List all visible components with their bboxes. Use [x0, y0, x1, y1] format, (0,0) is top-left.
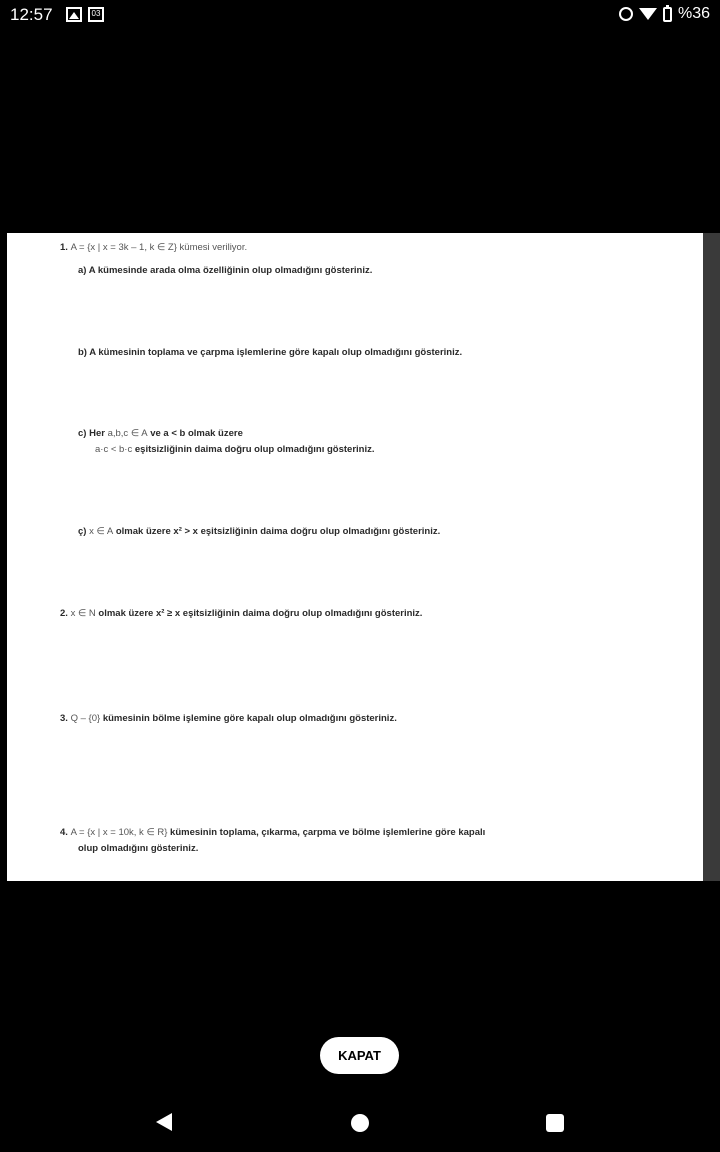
calendar-notification-icon: 03 [88, 7, 104, 22]
question-1c-line2: a·c < b·c eşitsizliğinin daima doğru olup olmadığını gösteriniz. [95, 444, 375, 455]
question-2: 2. x ∈ N olmak üzere x² ≥ x eşitsizliğinin daima doğru olup olmadığını gösteriniz. [60, 608, 423, 619]
document-image[interactable] [7, 233, 703, 881]
question-4: 4. A = {x | x = 10k, k ∈ R} kümesinin toplama, çıkarma, çarpma ve bölme işlemlerine göre kapalı [60, 827, 486, 838]
question-1b: b) A kümesinin toplama ve çarpma işlemlerine göre kapalı olup olmadığını gösteriniz. [78, 347, 463, 358]
status-bar [0, 0, 720, 30]
recent-apps-icon[interactable] [546, 1114, 564, 1132]
question-3: 3. Q – {0} kümesinin bölme işlemine göre kapalı olup olmadığını gösteriniz. [60, 713, 397, 724]
close-button[interactable]: KAPAT [320, 1037, 399, 1074]
question-1: 1. A = {x | x = 3k – 1, k ∈ Z} kümesi veriliyor. [60, 242, 248, 253]
question-4-line2: olup olmadığını gösteriniz. [78, 843, 199, 854]
question-1c: c) Her a,b,c ∈ A ve a < b olmak üzere [78, 428, 243, 439]
question-1a: a) A kümesinde arada olma özelliğinin olup olmadığını gösteriniz. [78, 265, 373, 276]
home-icon[interactable] [351, 1114, 369, 1132]
document-page-edge [703, 233, 720, 881]
wifi-icon [639, 8, 657, 20]
navigation-bar [0, 1095, 720, 1152]
battery-icon [663, 7, 672, 22]
alarm-icon [619, 7, 633, 21]
battery-percent: %36 [677, 5, 710, 22]
question-1cc: ç) x ∈ A olmak üzere x² > x eşitsizliğinin daima doğru olup olmadığını gösteriniz. [78, 526, 441, 537]
gallery-notification-icon [66, 7, 82, 22]
back-icon[interactable] [156, 1113, 172, 1131]
clock: 12:57 [10, 5, 53, 24]
